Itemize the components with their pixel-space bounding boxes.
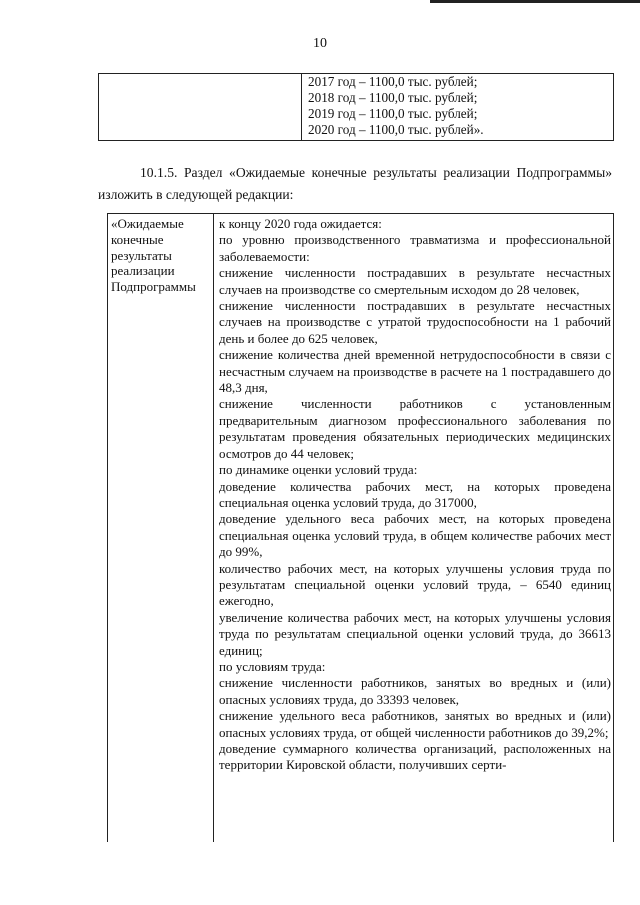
section-paragraph: 10.1.5. Раздел «Ожидаемые конечные результаты реализации Подпрограммы» изложить в следующей редакции:	[98, 165, 612, 202]
funding-table	[98, 73, 614, 141]
list-item: снижение удельного веса работников, занятых во вредных и (или) опасных условиях труда, от общей численности работников до 39,2%;	[219, 708, 611, 740]
list-item: увеличение количества рабочих мест, на которых улучшены условия труда по результатам специальной оценки условий труда, до 36613 единиц;	[219, 609, 611, 658]
list-item: доведение количества рабочих мест, на которых проведена специальная оценка условий труда, до 317000,	[219, 478, 611, 510]
funding-line: 2020 год – 1100,0 тыс. рублей».	[308, 122, 484, 137]
results-label: «Ожидаемые конечные результаты реализации Подпрограммы	[108, 214, 214, 843]
list-item: к концу 2020 года ожидается:	[219, 216, 382, 231]
funding-cell	[302, 74, 614, 141]
funding-line: 2018 год – 1100,0 тыс. рублей;	[308, 90, 478, 105]
list-item: по уровню производственного травматизма и профессиональной заболеваемости:	[219, 232, 611, 264]
table-row	[108, 214, 614, 843]
list-item: доведение удельного веса рабочих мест, на которых проведена специальная оценка условий труда, в общем количестве рабочих мест до 99%,	[219, 511, 611, 560]
list-item: снижение численности работников с установленным предварительным диагнозом профессионального заболевания по результатам проведения обязательных периодических медицинских осмотров до 44 человек;	[219, 396, 611, 461]
funding-line: 2017 год – 1100,0 тыс. рублей;	[308, 74, 478, 89]
list-item: снижение численности пострадавших в результате несчастных случаев на производстве со смертельным исходом до 28 человек,	[219, 265, 611, 297]
list-item: по динамике оценки условий труда:	[219, 462, 418, 478]
list-item: снижение численности пострадавших в результате несчастных случаев на производстве с утратой трудоспособности на 1 рабочий день и более до 625 человек,	[219, 298, 611, 346]
empty-cell	[99, 74, 302, 141]
top-border-line	[430, 0, 640, 3]
results-content	[214, 214, 614, 843]
list-item: доведение суммарного количества организаций, расположенных на территории Кировской области, получивших серти-	[219, 741, 611, 773]
list-item: снижение количества дней временной нетрудоспособности в связи с несчастным случаем на производстве в расчете на 1 пострадавшего до 48,3 дня,	[219, 347, 611, 396]
funding-line: 2019 год – 1100,0 тыс. рублей;	[308, 106, 478, 121]
list-item: количество рабочих мест, на которых улучшены условия труда по результатам специальной оценки условий труда, – 6540 единиц ежегодно,	[219, 560, 611, 609]
table-row	[99, 74, 614, 141]
page-number: 10	[313, 36, 327, 51]
list-item: по условиям труда:	[219, 658, 326, 674]
list-item: снижение численности работников, занятых во вредных и (или) опасных условиях труда, до 33393 человек,	[219, 675, 611, 707]
results-table	[107, 213, 614, 842]
